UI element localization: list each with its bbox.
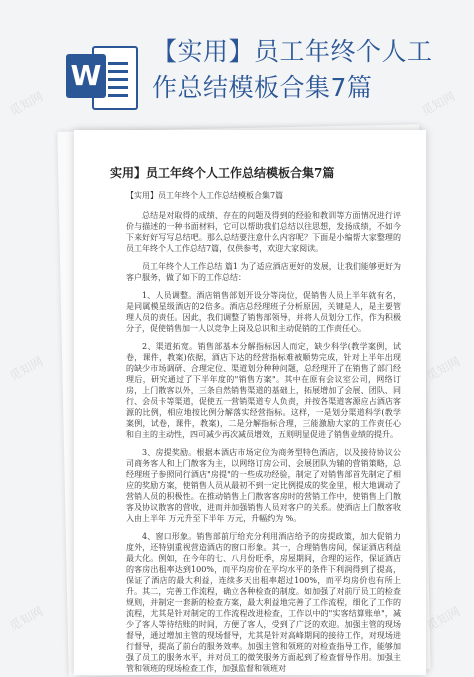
page-title: 【实用】员工年终个人工作总结模板合集7篇 <box>152 37 433 102</box>
paragraph: 2、渠道拓宽。销售部基本分解指标因人而定，缺少科学(教学案例，试卷，课件，教案)依据，酒店下达的经营指标难被顺势完成，针对上半年出现的缺少市场调研、合理定位、渠道划分种种问题，总经理开了在销售了部门经理后，研究通过了下半年度的"销售方案"。其中在原有会议室公司，网络订房，上门散客以外，三条自然销售渠道的基础上，拓展增加了会展、团队、同行、会员卡等渠道，促使五一营销渠道专人负责，并按各渠道客源应占酒店客源的比例，相应地按比例分解落实经营指标。这样，一是划分渠道科学(教学案例，试卷，课件，教案)，二是分解指标合理，三能激励大家的工作责任心和自主的主动性，四可减少再次减员增效，五则明显促进了销售业绩的提升。 <box>126 342 401 439</box>
paragraph: 总结是对取得的成绩、存在的问题及得到的经验和教训等方面情况进行评价与描述的一种书面材料，它可以帮助我们总结以往思想，发扬成绩，不如今下来好好写写总结吧。那么总结要注意什么内容呢？下面是小编帮大家整理的员工年终个人工作总结7篇，仅供参考，欢迎大家阅读。 <box>126 211 401 253</box>
document-subtitle: 【实用】员工年终个人工作总结模板合集7篇 <box>126 191 284 200</box>
watermark: 觅知网 <box>419 89 458 119</box>
watermark: 觅知网 <box>7 604 46 634</box>
watermark: 觅知网 <box>424 354 463 384</box>
document-body <box>126 190 401 675</box>
watermark: 觅知网 <box>424 604 463 634</box>
paragraph: 1、人员调整。酒店销售部划开设分等岗位，促销售人员上半年就有名，是同属模星级酒店的2倍多。酒店总经理班子分析原因，关键是人，是主要管理人员的责任。因此，我们调整了销售部领导，并将人员划分工作，作为积极分子，促使销售加一人以竞争上岗及总识和主动促销的工作责任心。 <box>126 291 401 333</box>
word-icon <box>66 42 136 112</box>
document-preview <box>74 130 426 675</box>
watermark: 觅知网 <box>7 354 46 384</box>
paragraph: 4、窗口形象。销售部前厅给充分利用酒店给予的房提政策，加大促销力度外，还特别重视营造酒店的窗口形象。其一，合理销售房间，保证酒店利益最大化。例如，在今年的七、八月份旺季，房屋期间，合理的运作，保证酒店的客房出租率达到100%，而平均房价在平均水平的条件下利润得到了提高，保证了酒店的最大利益，连续多天出租率超过100%，而平均房价也有所上升。其二，完善工作流程，确立各种检查的制度。如加强了对前厅员工的检查规则，并制定一套新的检查方案，最大利益地完善了工作流程，细化了工作的流程，尤其是针对制定的工作流程改进检查，工作以中的"实客结算账单"，减少了客人等待结账的时间，方便了客人，受到了广泛的欢迎。加强主管的现场督导，通过增加主管的现场督导，尤其是针对高峰期间的接待工作，对现场进行督导，提高了前台的服务效率。加强主管和领班的对检查指导工作，能够加强了员工的服务水平，并对员工的微笑服务方面起到了检查督导作用。加强主管和领班的现场检查工作，加强监督和领班对 <box>126 532 401 673</box>
paragraph: 3、房提奖励。根据本酒店市场定位为商务型特色酒店，以及接待协议公司商务客人和上门散客为主，以网络订房公司、会展团队为辅的营销策略，总经理班子参照同行酒店"房提"的一些成功经验，制定了对销售部首先制定了相应的奖励方案，使销售人员从最初不到一定比例提成的奖金里，根大地调动了营销人员的积极性。在推动销售上门散客客房时的营销工作中，使销售上门散客及协议散客的营收，进而并加强销售人员对客户的关系。使酒店上门散客收入由上半年 万元升至下半年 万元，升幅约为 %。 <box>126 448 401 523</box>
word-icon-badge: W <box>66 54 106 98</box>
document-title: 实用】员工年终个人工作总结模板合集7篇 <box>110 166 335 180</box>
watermark: 觅知网 <box>7 89 46 119</box>
paragraph: 员工年终个人工作总结 篇1 为了适应酒店更好的发展，让我们能够更好为客户服务，做了如下的工作总结： <box>126 262 401 282</box>
